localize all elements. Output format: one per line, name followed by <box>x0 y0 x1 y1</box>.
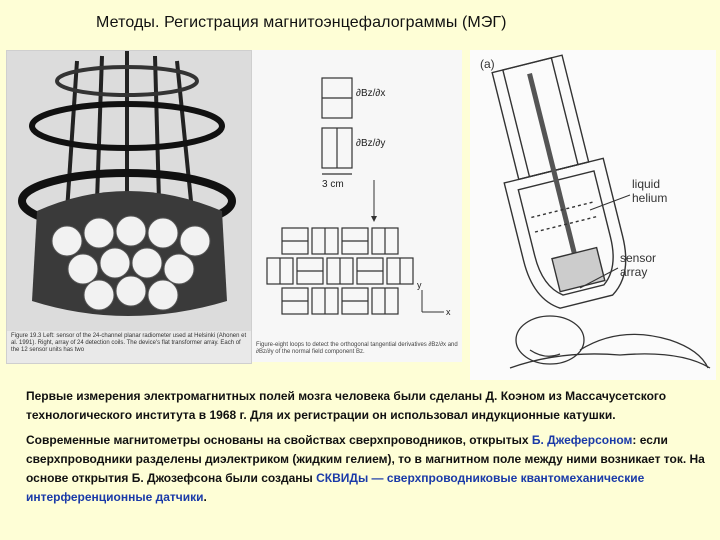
label-dbdy: ∂Bz/∂y <box>356 138 386 149</box>
body-text <box>26 387 710 507</box>
label-axis-y: y <box>417 280 422 290</box>
label-scale: 3 cm <box>322 179 344 190</box>
link-squid[interactable]: СКВИДы <box>316 471 369 485</box>
label-dbdx: ∂Bz/∂x <box>356 88 386 99</box>
slide-title: Методы. Регистрация магнитоэнцефалограммы (МЭГ) <box>96 14 507 31</box>
figure-area <box>0 44 720 384</box>
label-axis-x: x <box>446 307 451 317</box>
para2-end: . <box>203 490 207 504</box>
label-liquid: liquid <box>632 177 661 191</box>
label-sensor: sensor <box>620 251 657 265</box>
para2-part-a: Современные магнитометры основаны на свойствах сверхпроводников, открытых <box>26 433 532 447</box>
photo-caption: Figure 19.3 Left: sensor of the 24-channel planar radiometer used at Helsinki (Ahonen et al. 1991). Right, array of 24 detection coils. The device's flat transformer array. Each of the 12 sensor units has two <box>11 333 247 353</box>
meg-sensor-photo <box>6 50 252 364</box>
paragraph-squid <box>26 431 710 507</box>
para2-part-c[interactable]: — сверхпроводниковые квантомеханические интерференционные датчики <box>26 471 645 504</box>
coil-diagram <box>252 50 462 362</box>
dewar-illustration-panel <box>470 50 716 380</box>
meg-helmet-illustration <box>7 51 251 331</box>
para2-part-b: : если сверхпроводники разделены диэлектриком (жидким гелием), то в магнитном поле между ними возникает ток. На основе открытия Б. Джозефсона были созданы <box>26 433 705 485</box>
coil-array-schematic <box>252 50 462 340</box>
label-helium: helium <box>632 191 668 205</box>
coil-caption: Figure-eight loops to detect the orthogonal tangential derivatives ∂Bz/∂x and ∂Bz/∂y of the normal field component Bz. <box>256 342 458 355</box>
label-panel-a: (a) <box>480 57 495 71</box>
link-josephson[interactable]: Б. Джеферсоном <box>531 433 633 447</box>
dewar-schematic <box>470 50 716 380</box>
label-array: array <box>620 265 648 279</box>
paragraph-cohen: Первые измерения электромагнитных полей мозга человека были сделаны Д. Коэном из Массачусетского технологического института в 1968 г. Для их регистрации он использовал индукционные катушки. <box>26 389 667 422</box>
